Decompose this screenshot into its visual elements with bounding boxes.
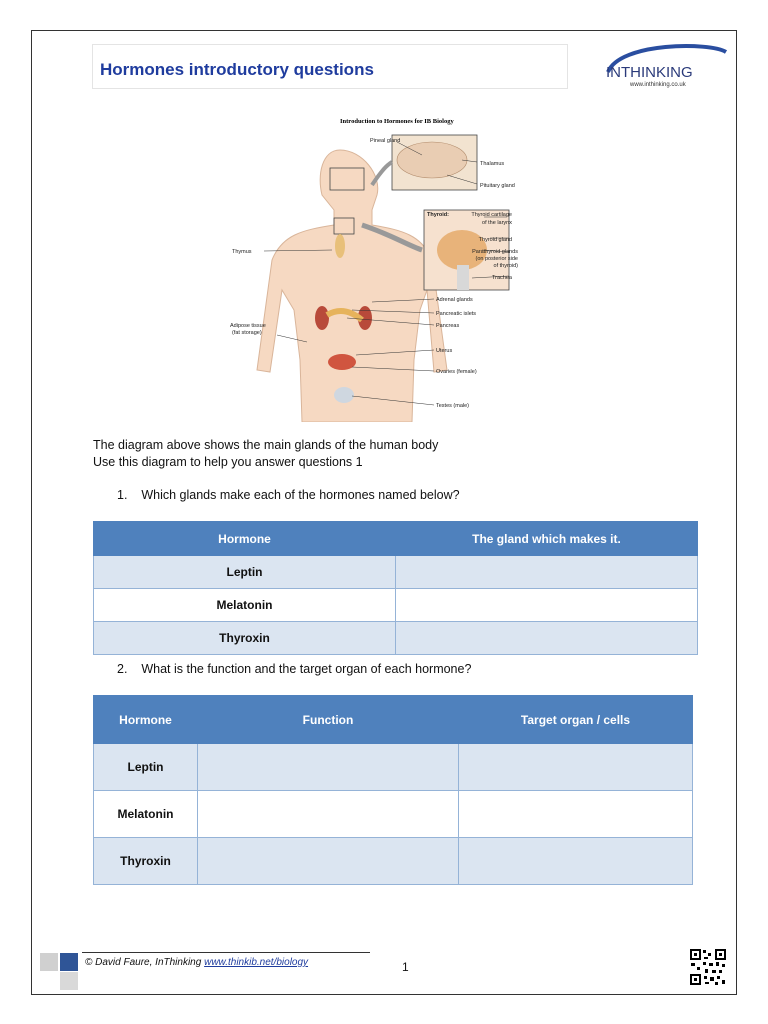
target-cell[interactable] [459,744,693,791]
hormone-cell: Thyroxin [94,838,198,885]
label-adrenal: Adrenal glands [436,297,473,303]
answer-cell[interactable] [396,589,698,622]
table-row [94,589,698,622]
footer-decor-square [60,972,78,990]
question-2-text: What is the function and the target organ of each hormone? [141,662,472,676]
hormone-cell: Leptin [94,744,198,791]
hormone-cell: Leptin [94,556,396,589]
label-adipose-2: (fat storage) [232,330,262,336]
footer-decor-square [60,953,78,971]
label-pineal: Pineal gland [370,138,401,144]
table-header: The gland which makes it. [396,522,698,556]
table-row [94,791,693,838]
label-parathyroid-3: of thyroid) [493,263,518,269]
diagram-title: Introduction to Hormones for IB Biology [340,118,454,125]
table-row [94,622,698,655]
table-header: Hormone [94,696,198,744]
label-trachea: Trachea [492,275,512,281]
label-testes: Testes (male) [436,403,470,409]
label-ovaries: Ovaries (female) [436,369,477,375]
question-1-number: 1. [117,488,128,502]
question-1-table [93,521,698,655]
table-header: Function [198,696,459,744]
answer-cell[interactable] [396,556,698,589]
logo-text: INTHINKING [606,64,693,81]
intro-line-2: Use this diagram to help you answer questions 1 [93,455,363,469]
question-2-table [93,695,693,885]
hormone-cell: Melatonin [94,791,198,838]
question-1-text: Which glands make each of the hormones named below? [141,488,460,502]
label-thyroid-cartilage-1: Thyroid cartilage [471,212,512,218]
label-parathyroid-1: Parathyroid glands [472,249,518,255]
question-1 [117,488,460,502]
footer-copyright [85,957,308,968]
label-pancreas: Pancreas [436,323,460,329]
footer-decor-square [40,953,58,971]
footer-rule [82,952,370,953]
table-row [94,838,693,885]
page-title: Hormones introductory questions [100,60,374,79]
target-cell[interactable] [459,791,693,838]
inthinking-logo [600,42,730,90]
intro-line-1: The diagram above shows the main glands of the human body [93,438,439,452]
target-cell[interactable] [459,838,693,885]
question-2 [117,662,471,676]
page-number: 1 [402,960,409,974]
label-thalamus: Thalamus [480,161,505,167]
copyright-text: © David Faure, InThinking [85,957,205,968]
label-thyroid-cartilage-2: of the larynx [482,220,512,226]
logo-url: www.inthinking.co.uk [630,82,686,88]
label-pituitary: Pituitary gland [480,183,515,189]
table-header: Hormone [94,522,396,556]
label-thymus: Thymus [232,249,252,255]
table-header: Target organ / cells [459,696,693,744]
label-thyroid-gland: Thyroid gland [478,237,512,243]
label-adipose-1: Adipose tissue [230,323,266,329]
function-cell[interactable] [198,838,459,885]
qr-code-icon [689,948,727,986]
question-2-number: 2. [117,662,128,676]
footer-link[interactable]: www.thinkib.net/biology [204,957,309,968]
function-cell[interactable] [198,791,459,838]
function-cell[interactable] [198,744,459,791]
table-row [94,744,693,791]
label-uterus: Uterus [436,348,453,354]
endocrine-diagram [222,110,522,422]
answer-cell[interactable] [396,622,698,655]
body-silhouette [257,150,447,422]
hormone-cell: Melatonin [94,589,396,622]
hormone-cell: Thyroxin [94,622,396,655]
label-islets: Pancreatic islets [436,311,477,317]
label-parathyroid-2: (on posterior side [475,256,518,262]
table-row [94,556,698,589]
label-thyroid-heading: Thyroid: [427,212,449,218]
